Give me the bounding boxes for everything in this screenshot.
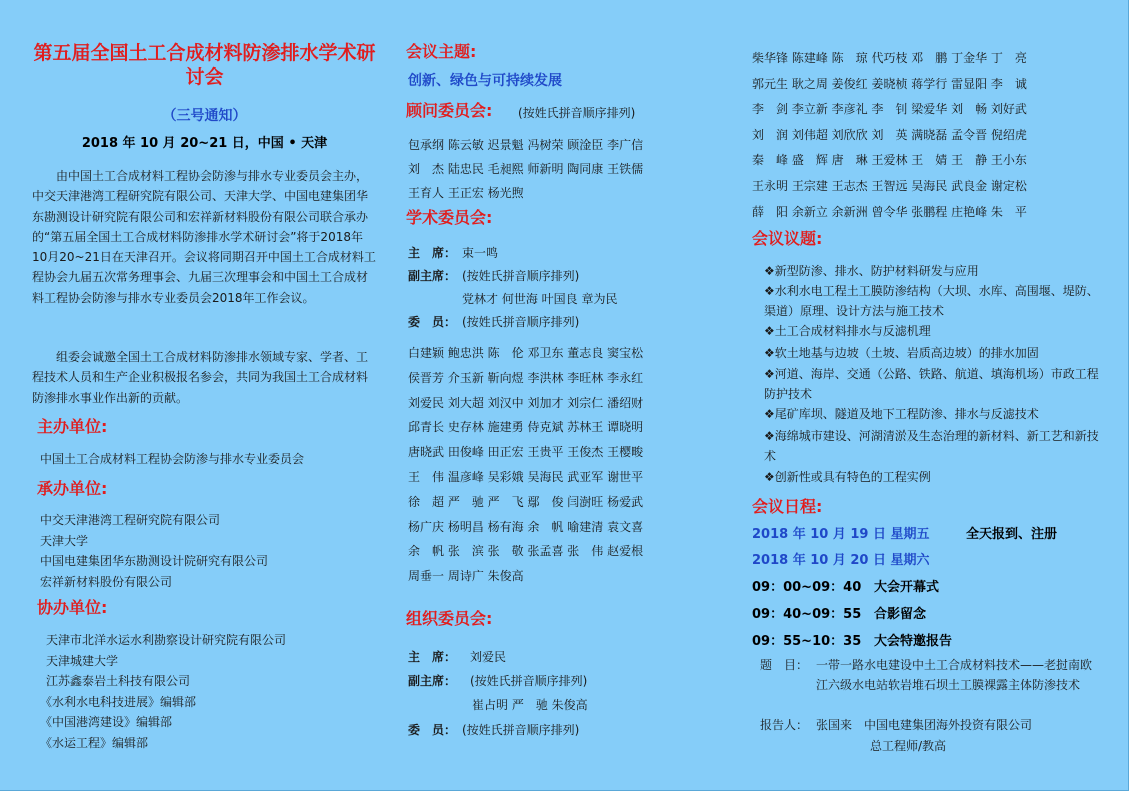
org-vice-names: 崔占明 严 驰 朱俊高 xyxy=(472,698,588,712)
member-label: 委 员： xyxy=(408,315,457,329)
org-chair-name: 刘爱民 xyxy=(470,650,507,664)
member-line: 邱青长 史存林 施建勇 侍克斌 苏林王 谭晓明 xyxy=(408,420,644,435)
org-vice-label: 副主席： xyxy=(408,674,457,688)
session1-time: 09：00~09：40 xyxy=(752,580,862,595)
advisory-line: 王育人 王正宏 杨光煦 xyxy=(408,186,524,200)
member-note: (按姓氏拼音顺序排列) xyxy=(462,315,580,329)
org-member-line: 秦 峰 盛 辉 唐 琳 王爱林 王 婧 王 静 王小东 xyxy=(752,153,1027,168)
chair-name: 束一鸣 xyxy=(462,246,499,260)
co-organizer-item: 《水利水电科技进展》编辑部 xyxy=(40,694,197,709)
theme-text: 创新、绿色与可持续发展 xyxy=(408,73,562,89)
date-place: 2018 年 10 月 20~21 日，中国 • 天津 xyxy=(81,136,328,151)
co-organizer-item: 《水运工程》编辑部 xyxy=(40,735,149,750)
org-member-list xyxy=(752,46,1027,225)
reporter-name: 张国来 中国电建集团海外投资有限公司 xyxy=(816,718,1033,732)
vice-chair-names: 党林才 何世海 叶国良 章为民 xyxy=(462,292,618,306)
co-organizer-list xyxy=(40,630,287,754)
host-heading: 主办单位: xyxy=(37,417,108,436)
member-line: 余 帆 张 滨 张 敬 张孟喜 张 伟 赵爱根 xyxy=(408,544,644,559)
topic-item: ❖尾矿库坝、隧道及地下工程防渗、排水与反滤技术 xyxy=(764,407,1039,421)
topics-heading: 会议议题: xyxy=(752,229,823,248)
topic-item: ❖海绵城市建设、河湖清淤及生态治理的新材料、新工艺和新技术 xyxy=(764,429,1099,463)
member-line: 徐 超 严 驰 严 飞 鄢 俊 闫澍旺 杨爱武 xyxy=(408,494,644,509)
session3-event: 大会特邀报告 xyxy=(874,634,953,649)
report-title-label: 题 目： xyxy=(760,658,809,672)
organizer-item: 中交天津港湾工程研究院有限公司 xyxy=(40,513,221,527)
co-organizer-item: 天津城建大学 xyxy=(46,653,119,668)
org-member-line: 李 剑 李立新 李彦礼 李 钊 梁爱华 刘 畅 刘好武 xyxy=(752,102,1027,117)
org-member-line: 郭元生 耿之周 姜俊红 姜晓桢 蒋学行 雷显阳 李 诚 xyxy=(752,76,1027,91)
organizer-item: 宏祥新材料股份有限公司 xyxy=(40,574,173,589)
conference-title: 第五届全国土工合成材料防渗排水学术研讨会 xyxy=(33,42,376,88)
org-chair-label: 主 席： xyxy=(408,650,457,664)
topic-item: ❖创新性或具有特色的工程实例 xyxy=(764,470,931,484)
topic-item: ❖河道、海岸、交通（公路、铁路、航道、填海机场）市政工程防护技术 xyxy=(764,367,1099,401)
member-line: 刘爱民 刘大超 刘汉中 刘加才 刘宗仁 潘绍财 xyxy=(408,395,644,410)
day2-date: 2018 年 10 月 20 日 星期六 xyxy=(752,553,930,568)
chair-label: 主 席： xyxy=(408,246,457,260)
notice-label: （三号通知） xyxy=(162,108,247,124)
member-line: 周垂一 周诗广 朱俊高 xyxy=(408,569,524,584)
member-line: 杨广庆 杨明昌 杨有海 余 帆 喻建清 袁文喜 xyxy=(408,519,644,534)
session3-time: 09：55~10：35 xyxy=(752,634,862,649)
org-member-line: 刘 润 刘伟超 刘欣欣 刘 英 满晓磊 孟令晋 倪绍虎 xyxy=(752,127,1027,142)
advisory-heading: 顾问委员会: xyxy=(406,101,493,120)
advisory-list xyxy=(408,133,643,205)
advisory-line: 包承纲 陈云敏 迟景魁 冯树荣 顾淦臣 李广信 xyxy=(408,138,644,152)
reporter-label: 报告人： xyxy=(760,718,809,732)
co-organizer-item: 江苏鑫泰岩土科技有限公司 xyxy=(46,674,191,689)
session1-event: 大会开幕式 xyxy=(874,580,940,595)
reporter-role: 总工程师/教高 xyxy=(870,739,947,753)
co-organizer-item: 《中国港湾建设》编辑部 xyxy=(40,715,173,730)
topic-item: ❖软土地基与边坡（土坡、岩质高边坡）的排水加固 xyxy=(764,346,1039,360)
member-list xyxy=(408,341,643,589)
host-unit: 中国土工合成材料工程协会防渗与排水专业委员会 xyxy=(40,452,305,466)
co-organizer-item: 天津市北洋水运水利勘察设计研究院有限公司 xyxy=(46,633,287,647)
org-vice-note: (按姓氏拼音顺序排列) xyxy=(470,674,588,688)
intro-paragraph: 由中国土工合成材料工程协会防渗与排水专业委员会主办，中交天津港湾工程研究院有限公司、天津大学、中国电建集团华东勘测设计研究院有限公司和宏祥新材料股份有限公司联合承办的“第五届全国土工合成材料防渗排水学术研讨会”将于2018年10月20~21日在天津召开。会议将同期召开中国土工合成材料工程协会九届五次常务理事会、九届三次理事会和中国土工合成材料工程协会防渗与排水专业委员会2018年工作会议。 xyxy=(32,169,376,305)
org-member-line: 王永明 王宗建 王志杰 王智远 吴海民 武良金 谢定松 xyxy=(752,178,1027,193)
organizer-list xyxy=(40,510,268,592)
invite-paragraph: 组委会诚邀全国土工合成材料防渗排水领域专家、学者、工程技术人员和生产企业积极报名参会，共同为我国土工合成材料防渗排水事业作出新的贡献。 xyxy=(32,350,369,405)
org-member-label: 委 员： xyxy=(408,723,457,737)
member-line: 王 伟 温彦峰 吴彩娥 吴海民 武亚军 谢世平 xyxy=(408,469,644,484)
co-organizer-heading: 协办单位: xyxy=(37,598,108,617)
session2-time: 09：40~09：55 xyxy=(752,607,862,622)
organizing-heading: 组织委员会: xyxy=(406,609,493,628)
topic-item: ❖土工合成材料排水与反滤机理 xyxy=(764,324,931,338)
day1-event: 全天报到、注册 xyxy=(966,527,1058,542)
vice-chair-note: (按姓氏拼音顺序排列) xyxy=(462,269,580,283)
schedule-heading: 会议日程: xyxy=(752,497,823,516)
org-member-note: (按姓氏拼音顺序排列) xyxy=(462,723,580,737)
org-member-line: 薛 阳 余新立 余新洲 曾令华 张鹏程 庄艳峰 朱 平 xyxy=(752,204,1027,219)
advisory-note: (按姓氏拼音顺序排列) xyxy=(518,106,636,120)
academic-heading: 学术委员会: xyxy=(406,208,493,227)
member-line: 唐晓武 田俊峰 田正宏 王贵平 王俊杰 王樱畯 xyxy=(408,445,644,460)
member-line: 白建颖 鲍忠洪 陈 伦 邓卫东 董志良 窦宝松 xyxy=(408,346,644,360)
organizer-heading: 承办单位: xyxy=(37,479,108,498)
member-line: 侯晋芳 介玉新 靳向煜 李洪林 李旺林 李永红 xyxy=(408,370,644,385)
org-member-line: 柴华锋 陈建峰 陈 琼 代巧枝 邓 鹏 丁金华 丁 亮 xyxy=(752,51,1027,65)
session2-event: 合影留念 xyxy=(874,607,927,622)
theme-heading: 会议主题: xyxy=(406,42,477,61)
topic-item: ❖新型防渗、排水、防护材料研发与应用 xyxy=(764,264,979,278)
vice-chair-label: 副主席： xyxy=(408,269,457,283)
report-title: 一带一路水电建设中土工合成材料技术——老挝南欧江六级水电站软岩堆石坝土工膜裸露主体防渗技术 xyxy=(816,658,1093,692)
organizer-item: 天津大学 xyxy=(40,533,89,548)
day1-date: 2018 年 10 月 19 日 星期五 xyxy=(752,527,930,542)
advisory-line: 刘 杰 陆忠民 毛昶熙 师新明 陶同康 王铁儒 xyxy=(408,162,644,176)
organizer-item: 中国电建集团华东勘测设计院研究有限公司 xyxy=(40,554,269,569)
topic-item: ❖水利水电工程土工膜防渗结构（大坝、水库、高围堰、堤防、渠道）原理、设计方法与施工技术 xyxy=(764,284,1099,318)
